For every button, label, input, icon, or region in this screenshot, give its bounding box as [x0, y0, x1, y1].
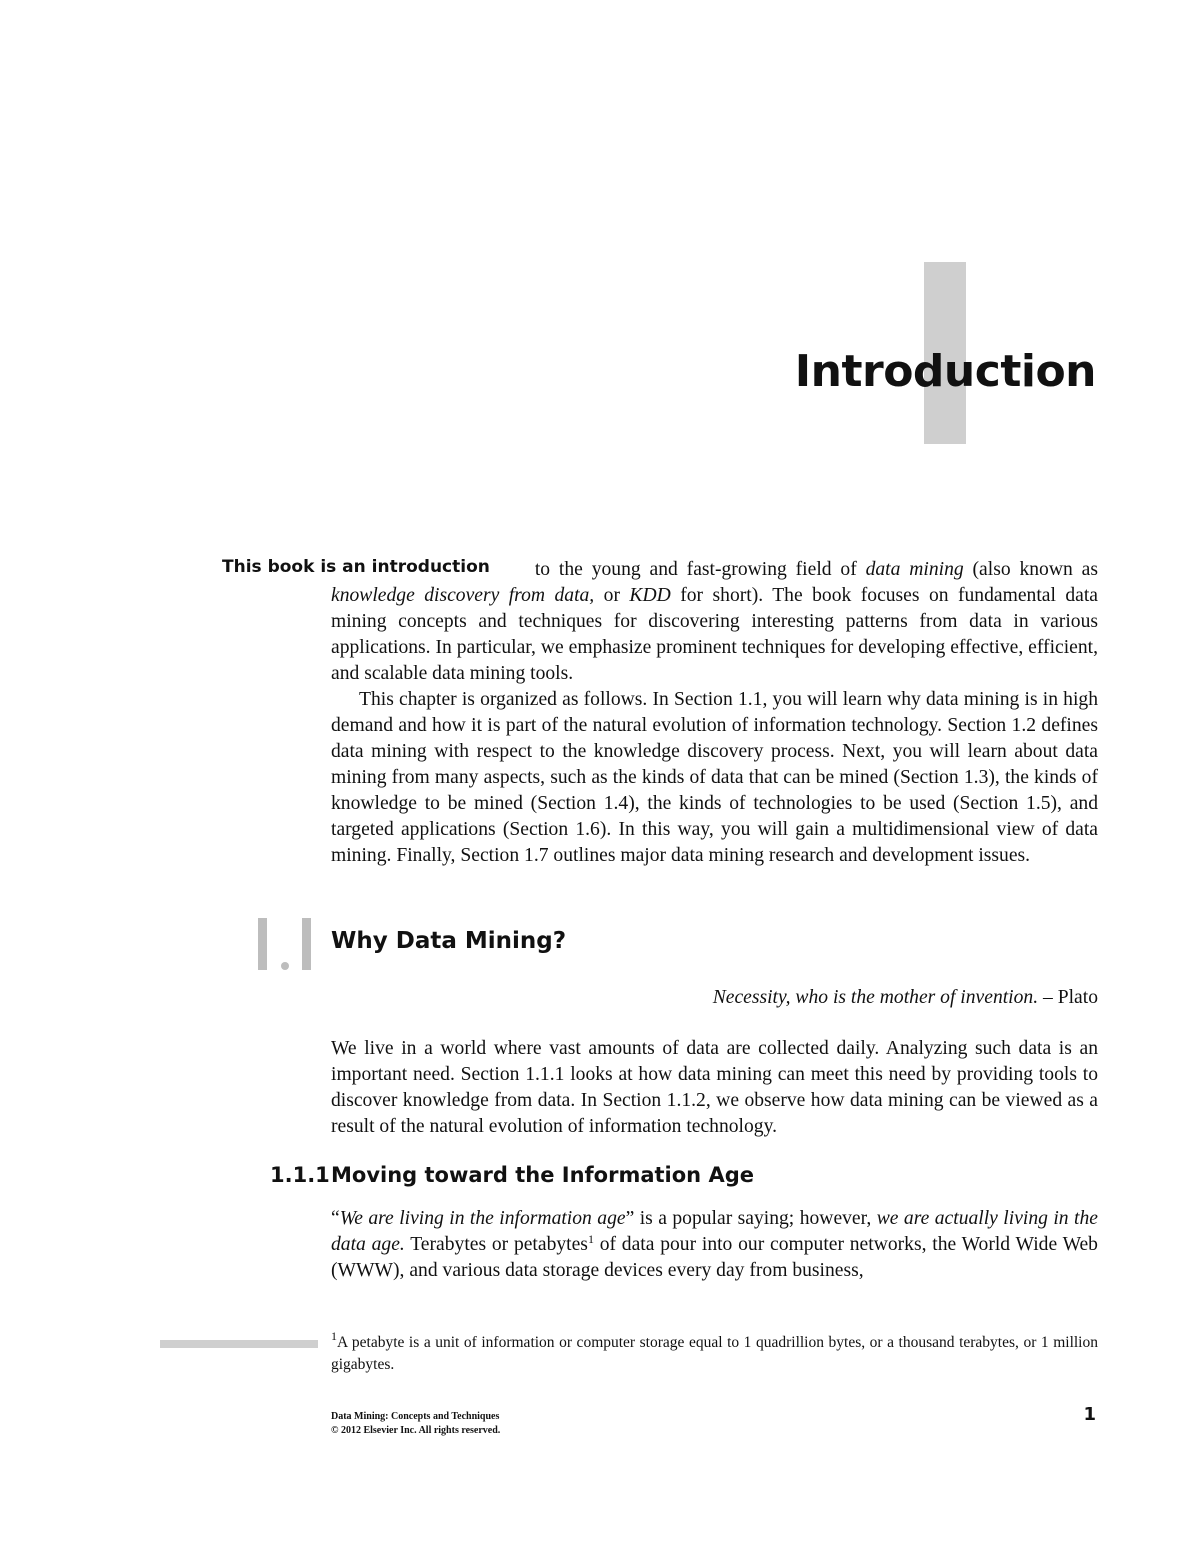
emphasis-data-mining: data mining: [865, 559, 964, 580]
footnote-text: A petabyte is a unit of information or computer storage equal to 1 quadrillion bytes, or a thousand terabytes, or 1 million gigabytes.: [331, 1334, 1098, 1373]
epigraph: [713, 987, 1098, 1009]
text-run: for short). The book focuses on fundamental data mining concepts and techniques for discovering interesting patterns from data in various applications. In particular, we emphasize prominent techniques for developing effective, efficient, and scalable data mining tools.: [331, 585, 1098, 684]
subsection-title: Moving toward the Information Age: [331, 1163, 754, 1187]
section-title: Why Data Mining?: [331, 928, 567, 954]
intro-lead-in: This book is an introduction: [222, 557, 490, 577]
text-run: of data pour into our computer networks, the World Wide Web (WWW), and various data storage devices every day from business,: [331, 1234, 1098, 1281]
emphasis-information-age: We are living in the information age: [339, 1208, 626, 1229]
section-number-bar-left: [258, 918, 267, 970]
emphasis-kdd: KDD: [629, 585, 671, 606]
quote-open: “: [331, 1208, 340, 1229]
text-run: (also known as: [963, 559, 1098, 580]
section-paragraph: We live in a world where vast amounts of data are collected daily. Analyzing such data is an important need. Section 1.1.1 looks at how data mining can meet this need by providing tools to discover knowledge from data. In Section 1.1.2, we observe how data mining can be viewed as a result of the natural evolution of information technology.: [331, 1038, 1098, 1137]
intro-paragraph-2: This chapter is organized as follows. In Section 1.1, you will learn why data mining is in high demand and how it is part of the natural evolution of information technology. Section 1.2 defines data mining with respect to the knowledge discovery process. Next, you will learn about data mining from many aspects, such as the kinds of data that can be mined (Section 1.3), the kinds of knowledge to be mined (Section 1.4), the kinds of technologies to be used (Section 1.5), and targeted applications (Section 1.6). In this way, you will gain a multidimensional view of data mining. Finally, Section 1.7 outlines major data mining research and development issues.: [331, 689, 1098, 866]
footer-book-title: Data Mining: Concepts and Techniques: [331, 1411, 500, 1422]
subsection-number: 1.1.1: [270, 1163, 330, 1187]
emphasis-data-age: we are actually living in the data age.: [331, 1208, 1098, 1255]
text-run: is a popular saying; however,: [634, 1208, 877, 1229]
footnote: [331, 1329, 1098, 1376]
footer-copyright: © 2012 Elsevier Inc. All rights reserved.: [331, 1425, 501, 1436]
page-number: 1: [1083, 1404, 1096, 1425]
page-footer: [331, 1410, 500, 1438]
footnote-mark: 1: [331, 1329, 337, 1343]
epigraph-author: – Plato: [1038, 987, 1098, 1008]
epigraph-quote: Necessity, who is the mother of invention.: [712, 987, 1039, 1008]
text-run: to the young and fast-growing field of: [526, 559, 866, 580]
chapter-title: Introduction: [794, 346, 1096, 397]
section-number-bar-right: [302, 918, 311, 970]
text-run: or: [594, 585, 630, 606]
intro-paragraph-1: [331, 557, 1098, 687]
section-number-dot: [281, 962, 289, 970]
intro-body: [331, 557, 1098, 869]
footnote-rule: [160, 1340, 318, 1348]
quote-close: ”: [625, 1208, 635, 1229]
footnote-reference[interactable]: 1: [587, 1232, 594, 1246]
emphasis-kdd-long: knowledge discovery from data,: [331, 585, 595, 606]
subsection-paragraph: [331, 1206, 1098, 1284]
text-run: Terabytes or petabytes: [404, 1234, 588, 1255]
